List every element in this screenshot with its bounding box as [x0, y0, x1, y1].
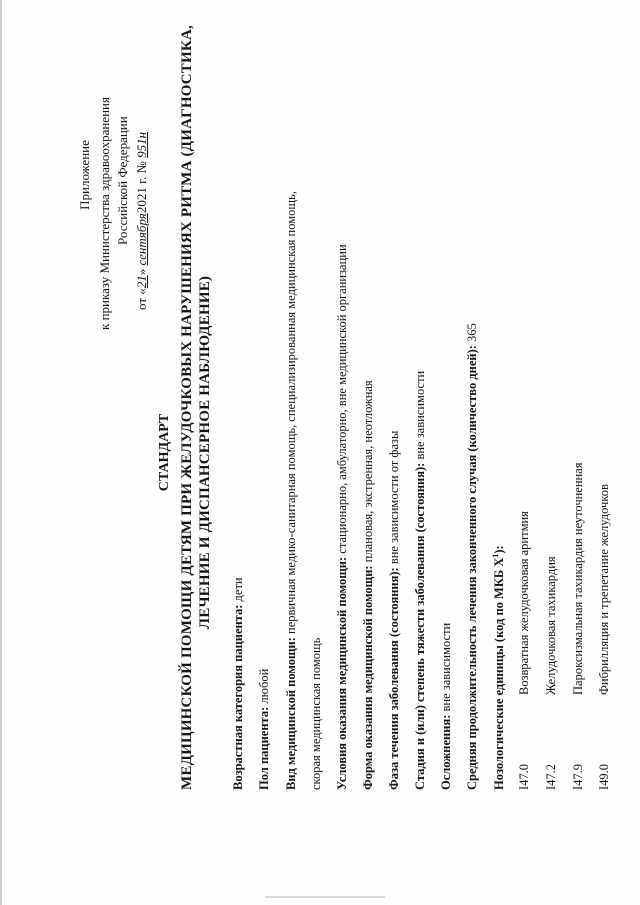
icd-code: I47.9	[571, 763, 585, 790]
appendix-year: 2021 г. №	[134, 161, 149, 214]
field-avg-duration	[466, 323, 479, 790]
field-value: ):	[492, 545, 507, 554]
field-label: Стадия и (или) степень тяжести заболевания (состояния):	[413, 462, 427, 790]
appendix-date-prefix: от «	[134, 288, 149, 310]
field-value: вне зависимости	[439, 622, 453, 715]
field-value: первичная медико-санитарная помощь, специализированная медицинская помощь,	[284, 191, 298, 638]
field-care-type	[285, 191, 298, 790]
appendix-day: 21	[134, 275, 149, 289]
field-care-form	[362, 380, 375, 790]
field-care-type-cont	[310, 638, 323, 790]
icd-code: I47.2	[544, 763, 558, 790]
field-complications	[440, 623, 453, 790]
field-value: вне зависимости от фазы	[387, 430, 401, 568]
field-label: Форма оказания медицинской помощи:	[361, 565, 375, 790]
field-disease-phase	[388, 431, 401, 790]
field-sex	[258, 669, 271, 790]
code-row	[518, 764, 531, 790]
field-label: Фаза течения заболевания (состояния):	[387, 567, 401, 790]
field-label: Пол пациента:	[257, 706, 271, 790]
field-value: вне зависимости	[413, 370, 427, 463]
field-value: стационарно, амбулаторно, вне медицинской организации	[335, 244, 349, 557]
scan-artifact	[265, 896, 385, 898]
appendix-month: сентября	[134, 213, 149, 266]
field-value: скорая медицинская помощь	[309, 637, 323, 790]
field-stage-severity	[414, 371, 427, 790]
field-value: любой	[257, 668, 271, 707]
appendix-date-sep: »	[134, 268, 149, 276]
title-line-2: ЛЕЧЕНИЕ И ДИСПАНСЕРНОЕ НАБЛЮДЕНИЕ)	[197, 275, 213, 630]
code-row	[545, 764, 558, 790]
icd-code: I47.0	[517, 763, 531, 790]
field-value: 365	[465, 323, 479, 346]
code-row	[598, 764, 611, 790]
code-row-name: Пароксизмальная тахикардия неуточненная	[571, 462, 585, 695]
field-nosological-units	[492, 545, 506, 790]
appendix-date-line	[135, 132, 148, 310]
icd-code: I49.0	[597, 763, 611, 790]
appendix-number: 951н	[134, 131, 149, 158]
code-row-name: Фибрилляция и трепетание желудочков	[597, 484, 611, 695]
field-care-conditions	[336, 244, 349, 790]
field-label: Вид медицинской помощи:	[284, 637, 298, 790]
code-row-name: Желудочковая тахикардия	[544, 556, 558, 695]
title-line-1: МЕДИЦИНСКОЙ ПОМОЩИ ДЕТЯМ ПРИ ЖЕЛУДОЧКОВЫХ НАРУШЕНИЯХ РИТМА (ДИАГНОСТИКА,	[179, 25, 195, 790]
appendix-line-3: Российской Федерации	[115, 116, 130, 245]
field-age-category	[232, 577, 245, 790]
field-label: Возрастная категория пациента:	[231, 604, 245, 790]
field-value: дети	[231, 577, 245, 605]
appendix-line-2: к приказу Министерства здравоохранения	[97, 97, 112, 330]
field-label: Нозологические единицы (код по МКБ X	[492, 557, 507, 790]
field-label: Средняя продолжительность лечения законченного случая (количество дней):	[465, 345, 479, 790]
standard-word: СТАНДАРТ	[157, 413, 172, 492]
footnote-mark: 1	[491, 553, 500, 558]
field-label: Условия оказания медицинской помощи:	[335, 556, 349, 790]
field-label: Осложнения:	[439, 714, 453, 790]
field-value: плановая, экстренная, неотложная	[361, 380, 375, 566]
code-row	[572, 764, 585, 790]
appendix-line-1: Приложение	[77, 140, 92, 210]
code-row-name: Возвратная желудочковая аритмия	[517, 511, 531, 695]
